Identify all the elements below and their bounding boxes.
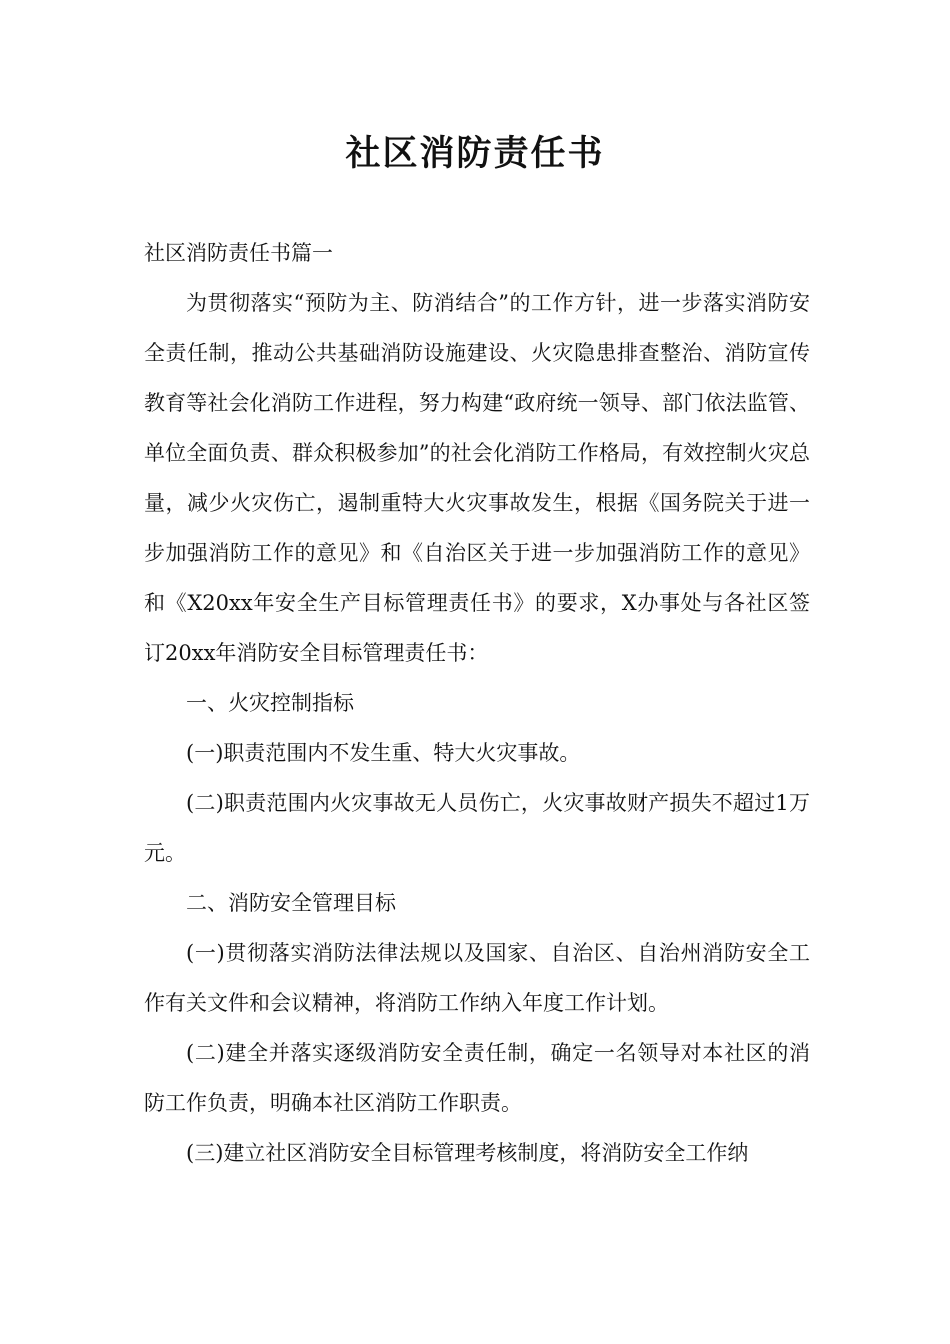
paragraph-item: (二)建全并落实逐级消防安全责任制，确定一名领导对本社区的消防工作负责，明确本社区消防工作职责。 [144,1041,810,1115]
paragraph-item: (一)职责范围内不发生重、特大火灾事故。 [186,741,581,765]
paragraph-item: (三)建立社区消防安全目标管理考核制度，将消防安全工作纳 [186,1141,749,1165]
paragraph-item: (二)职责范围内火灾事故无人员伤亡，火灾事故财产损失不超过1万元。 [144,791,810,865]
document-body [144,228,810,1178]
document-title: 社区消防责任书 [345,134,605,174]
paragraph-item: (一)贯彻落实消防法律法规以及国家、自治区、自治州消防安全工作有关文件和会议精神，将消防工作纳入年度工作计划。 [144,941,810,1015]
paragraph-intro: 为贯彻落实“预防为主、防消结合”的工作方针，进一步落实消防安全责任制，推动公共基础消防设施建设、火灾隐患排查整治、消防宣传教育等社会化消防工作进程，努力构建“政府统一领导、部门依法监管、单位全面负责、群众积极参加”的社会化消防工作格局，有效控制火灾总量，减少火灾伤亡，遏制重特大火灾事故发生，根据《国务院关于进一步加强消防工作的意见》和《自治区关于进一步加强消防工作的意见》和《X20xx年安全生产目标管理责任书》的要求，X办事处与各社区签订20xx年消防安全目标管理责任书： [144,291,810,665]
heading-fire-control-targets: 一、火灾控制指标 [186,691,354,715]
section-heading: 社区消防责任书篇一 [144,241,333,265]
heading-safety-management-targets: 二、消防安全管理目标 [186,891,396,915]
